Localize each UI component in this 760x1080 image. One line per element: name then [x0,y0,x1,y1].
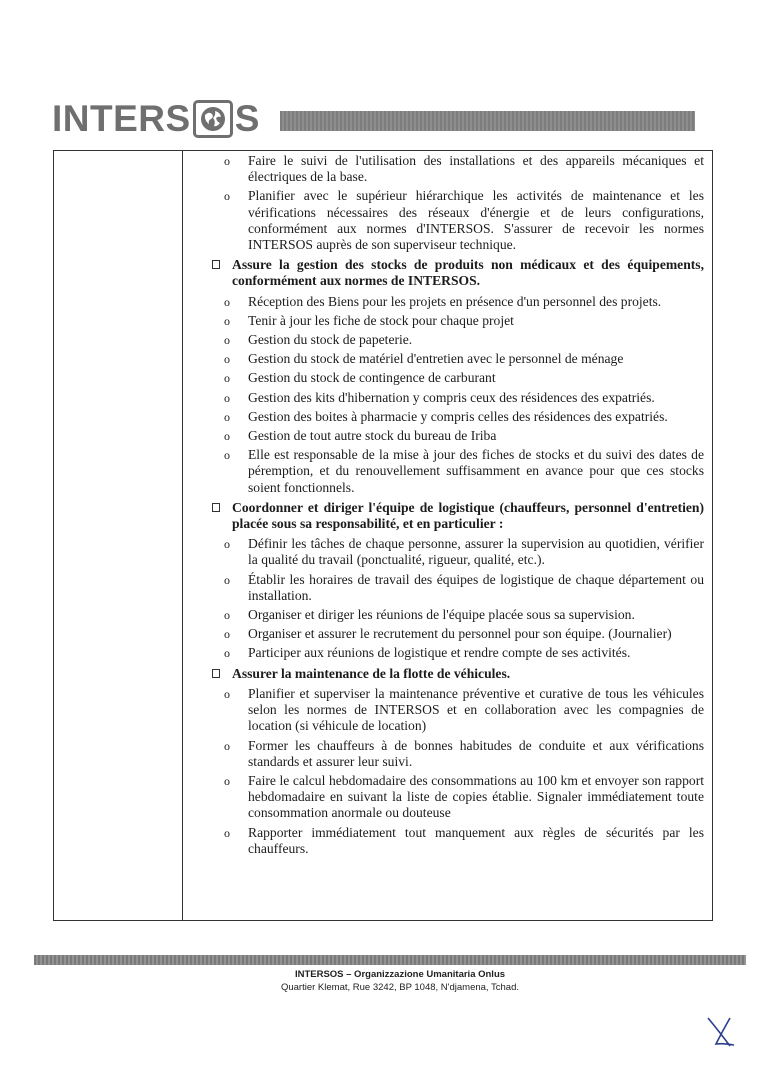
circle-bullet-icon: o [224,429,230,444]
list-item-text: Planifier avec le supérieur hiérarchique les activités de maintenance et les vérifications nécessaires des réseaux d'énergie et de leurs configurations, conformément aux normes d'INTERSOS. S'assurer de recevoir les normes INTERSOS auprès de son superviseur technique. [248,188,704,253]
circle-bullet-icon: o [224,294,230,309]
list-item [224,645,704,661]
circle-bullet-icon: o [224,825,230,840]
list-item [224,607,704,623]
list-item-text: Planifier et superviser la maintenance préventive et curative de tous les véhicules selon les normes de INTERSOS et en collaboration avec les compagnies de location (si véhicule de location) [248,685,704,734]
list-item-text: Établir les horaires de travail des équipes de logistique de chaque département ou installation. [248,571,704,603]
sub-item-list [188,536,704,661]
list-item [224,188,704,253]
circle-bullet-icon: o [224,448,230,463]
list-item [224,153,704,185]
circle-bullet-icon: o [224,686,230,701]
content-table [53,150,713,921]
list-item-text: Tenir à jour les fiche de stock pour chaque projet [248,312,514,328]
sub-item-list [188,686,704,857]
table-right-column [188,153,704,860]
checkbox-bullet-icon [212,503,220,512]
list-item-text: Réception des Biens pour les projets en présence d'un personnel des projets. [248,293,662,309]
list-item-text: Gestion des boites à pharmacie y compris celles des résidences des expatriés. [248,408,668,424]
list-item [224,428,704,444]
list-item [224,332,704,348]
circle-bullet-icon: o [224,189,230,204]
list-item [224,312,704,329]
list-item-text: Elle est responsable de la mise à jour des fiches de stocks et du suivi des dates de péremption, et du renouvellement suffisamment en avance pour que ces stocks soient fonctionnels. [248,447,704,495]
footer-org: INTERSOS – Organizzazione Umanitaria Onlus [294,969,506,980]
list-item-text: Gestion du stock de papeterie. [248,332,413,348]
list-item-text: Gestion du stock de matériel d'entretien avec le personnel de ménage [248,351,624,367]
circle-bullet-icon: o [224,154,230,168]
logo-text-left: INTERS [52,98,191,139]
list-item-text: Faire le calcul hebdomadaire des consommations au 100 km et envoyer son rapport hebdomadaire en suivant la liste de copies établie. Signaler immédiatement toute consommation anormale ou douteuse [248,772,704,821]
list-item-text: Rapporter immédiatement tout manquement aux règles de sécurités par les chauffeurs. [248,824,704,856]
list-item-text: Former les chauffeurs à de bonnes habitudes de conduite et aux vérifications standards et assurer leur suivi. [248,737,704,769]
circle-bullet-icon: o [224,390,230,405]
list-item-text: Gestion de tout autre stock du bureau de Iriba [248,428,497,444]
list-item [224,370,704,386]
checkbox-bullet-icon [212,669,220,678]
intersos-logo [52,98,260,140]
signature-mark [700,1010,740,1050]
section-heading [188,500,704,532]
circle-bullet-icon: o [224,537,230,552]
list-item [224,447,704,496]
circle-bullet-icon: o [224,646,230,661]
section-heading [188,257,704,289]
section-group [188,500,704,662]
circle-bullet-icon: o [224,773,230,788]
globe-icon [193,100,233,138]
footer-bar [34,955,746,965]
list-item-text: Gestion des kits d'hibernation y compris ceux des résidences des expatriés. [248,389,655,405]
circle-bullet-icon: o [224,313,230,328]
footer-address: Quartier Klemat, Rue 3242, BP 1048, N'djamena, Tchad. [280,982,520,993]
circle-bullet-icon: o [224,333,230,348]
section-heading-text: Assure la gestion des stocks de produits non médicaux et des équipements, conformément aux normes de INTERSOS. [232,257,704,289]
sub-item-list [188,153,704,253]
list-item [224,408,704,425]
circle-bullet-icon: o [224,608,230,623]
checkbox-bullet-icon [212,260,220,269]
list-item [224,293,704,310]
circle-bullet-icon: o [224,627,230,642]
list-item-text: Participer aux réunions de logistique et rendre compte de ses activités. [248,645,631,661]
list-item-text: Organiser et assurer le recrutement du personnel pour son équipe. (Journalier) [248,626,672,642]
list-item-text: Définir les tâches de chaque personne, assurer la supervision au quotidien, vérifier la qualité du travail (ponctualité, rigueur, qualité, etc.). [248,536,704,568]
list-item [224,351,704,367]
list-item-text: Gestion du stock de contingence de carburant [248,370,496,386]
section-heading-text: Assurer la maintenance de la flotte de véhicules. [232,665,511,681]
list-item [224,772,704,822]
circle-bullet-icon: o [224,371,230,386]
circle-bullet-icon: o [224,352,230,367]
list-item [224,626,704,642]
table-left-column [54,151,183,920]
list-item [224,389,704,406]
circle-bullet-icon: o [224,738,230,753]
sub-item-list [188,294,704,496]
list-item [224,737,704,770]
list-item [224,536,704,568]
circle-bullet-icon: o [224,409,230,424]
section-heading [188,666,704,682]
circle-bullet-icon: o [224,572,230,587]
section-group [188,257,704,496]
list-item [224,824,704,857]
section-group [188,153,704,253]
footer [0,968,760,994]
list-item-text: Organiser et diriger les réunions de l'équipe placée sous sa supervision. [248,607,635,623]
section-group [188,666,704,857]
header-bar [280,111,695,131]
logo-text-right: S [234,98,260,139]
list-item-text: Faire le suivi de l'utilisation des installations et des appareils mécaniques et électriques de la base. [248,153,704,185]
section-heading-text: Coordonner et diriger l'équipe de logistique (chauffeurs, personnel d'entretien) placée sous sa responsabilité, et en particulier : [232,499,704,532]
list-item [224,685,704,735]
list-item [224,571,704,604]
